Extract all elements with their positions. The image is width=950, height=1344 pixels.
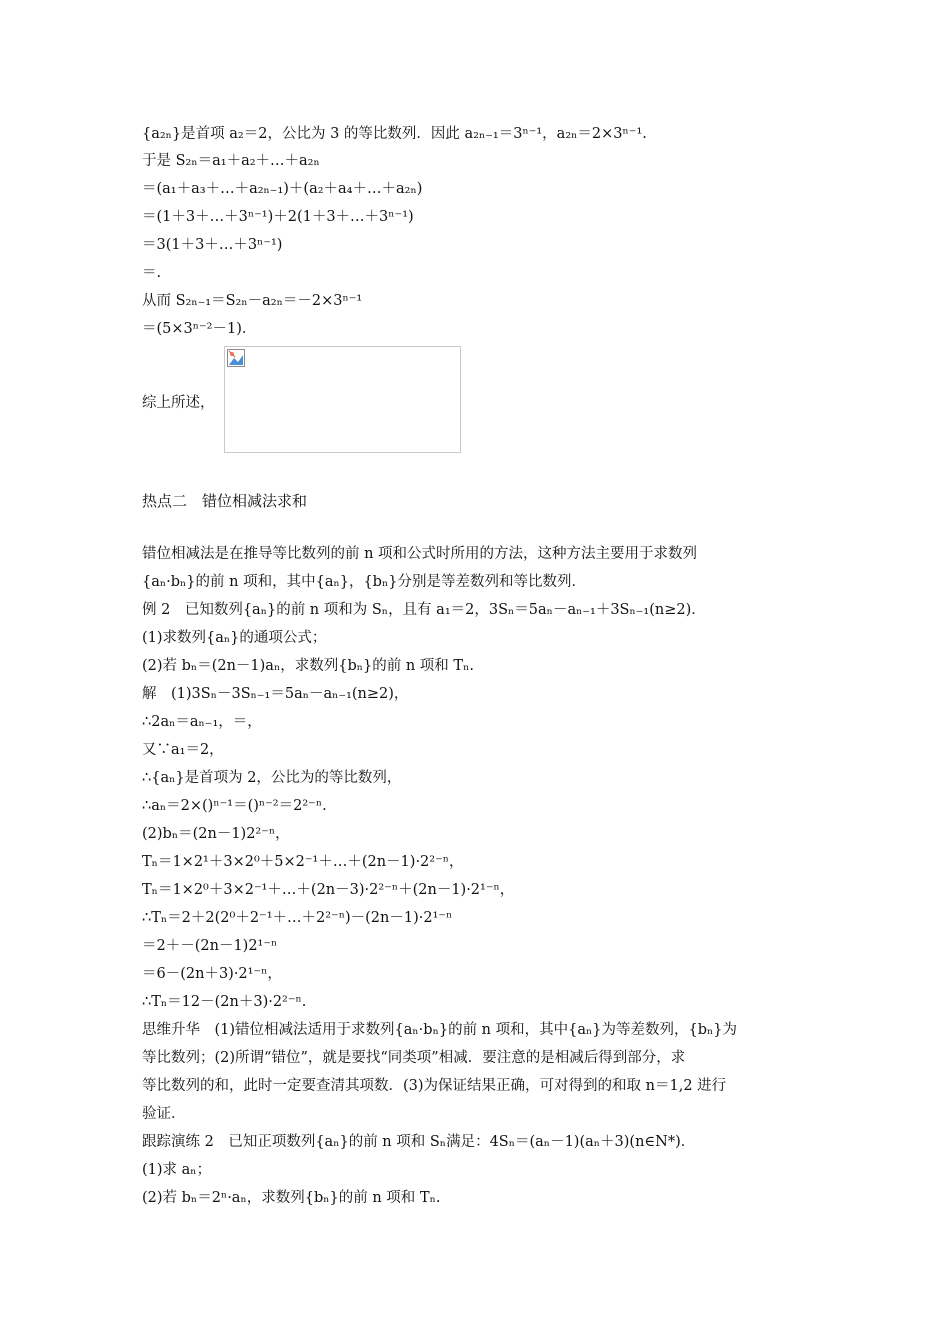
text-line: ＝(1＋3＋…＋3ⁿ⁻¹)＋2(1＋3＋…＋3ⁿ⁻¹) xyxy=(142,209,414,225)
text-line: Tₙ＝1×2⁰＋3×2⁻¹＋…＋(2n－3)·2²⁻ⁿ＋(2n－1)·2¹⁻ⁿ， xyxy=(142,882,515,898)
summary-label: 综上所述， xyxy=(142,395,215,411)
text-line: ＝3(1＋3＋…＋3ⁿ⁻¹) xyxy=(142,237,283,253)
text-line: 跟踪演练 2 已知正项数列{aₙ}的前 n 项和 Sₙ满足：4Sₙ＝(aₙ－1)(aₙ＋3)(n∈N*)． xyxy=(142,1134,696,1150)
text-line: ＝(a₁＋a₃＋…＋a₂ₙ₋₁)＋(a₂＋a₄＋…＋a₂ₙ) xyxy=(142,181,423,197)
broken-image-icon xyxy=(227,349,245,367)
text-line: ∴Tₙ＝12－(2n＋3)·2²⁻ⁿ. xyxy=(142,994,307,1010)
text-line: ＝6－(2n＋3)·2¹⁻ⁿ， xyxy=(142,966,282,982)
text-line: Tₙ＝1×2¹＋3×2⁰＋5×2⁻¹＋…＋(2n－1)·2²⁻ⁿ， xyxy=(142,854,464,870)
text-line: ＝2＋－(2n－1)2¹⁻ⁿ xyxy=(142,938,278,954)
text-line: 又∵a₁＝2， xyxy=(142,742,224,758)
text-line: (1)求数列{aₙ}的通项公式； xyxy=(142,630,327,646)
text-line: {a₂ₙ}是首项 a₂＝2，公比为 3 的等比数列．因此 a₂ₙ₋₁＝3ⁿ⁻¹，a₂ₙ＝2×3ⁿ⁻¹. xyxy=(142,126,647,142)
text-line: (1)求 aₙ； xyxy=(142,1162,212,1178)
text-line: (2)bₙ＝(2n－1)2²⁻ⁿ， xyxy=(142,826,290,842)
text-line: 验证． xyxy=(142,1106,186,1122)
text-line: 于是 S₂ₙ＝a₁＋a₂＋…＋a₂ₙ xyxy=(142,153,320,169)
text-line: (2)若 bₙ＝2ⁿ·aₙ，求数列{bₙ}的前 n 项和 Tₙ. xyxy=(142,1190,441,1206)
text-line: 错位相减法是在推导等比数列的前 n 项和公式时所用的方法，这种方法主要用于求数列 xyxy=(142,546,698,562)
text-line: 等比数列的和，此时一定要查清其项数．(3)为保证结果正确，可对得到的和取 n＝1,2 进行 xyxy=(142,1078,727,1094)
text-line: ∴Tₙ＝2＋2(2⁰＋2⁻¹＋…＋2²⁻ⁿ)－(2n－1)·2¹⁻ⁿ xyxy=(142,910,453,926)
text-line: 从而 S₂ₙ₋₁＝S₂ₙ－a₂ₙ＝－2×3ⁿ⁻¹ xyxy=(142,293,363,309)
text-line: 思维升华 (1)错位相减法适用于求数列{aₙ·bₙ}的前 n 项和，其中{aₙ}为等差数列，{bₙ}为 xyxy=(142,1022,737,1038)
text-line: ＝. xyxy=(142,265,162,281)
text-line: 等比数列；(2)所谓“错位”，就是要找“同类项”相减．要注意的是相减后得到部分，求 xyxy=(142,1050,686,1066)
text-line: (2)若 bₙ＝(2n－1)aₙ，求数列{bₙ}的前 n 项和 Tₙ. xyxy=(142,658,474,674)
text-line: ∴2aₙ＝aₙ₋₁，＝， xyxy=(142,714,262,730)
text-line: ∴{aₙ}是首项为 2，公比为的等比数列， xyxy=(142,770,402,786)
text-line: ＝(5×3ⁿ⁻²－1)． xyxy=(142,321,257,337)
text-line: 解 (1)3Sₙ－3Sₙ₋₁＝5aₙ－aₙ₋₁(n≥2)， xyxy=(142,686,409,702)
text-line: {aₙ·bₙ}的前 n 项和，其中{aₙ}，{bₙ}分别是等差数列和等比数列． xyxy=(142,574,586,590)
section-heading: 热点二 错位相减法求和 xyxy=(142,492,308,510)
text-line: ∴aₙ＝2×()ⁿ⁻¹＝()ⁿ⁻²＝2²⁻ⁿ. xyxy=(142,798,327,814)
text-line: 例 2 已知数列{aₙ}的前 n 项和为 Sₙ，且有 a₁＝2，3Sₙ＝5aₙ－aₙ₋₁＋3Sₙ₋₁(n≥2)． xyxy=(142,602,706,618)
formula-image-placeholder xyxy=(224,346,461,453)
